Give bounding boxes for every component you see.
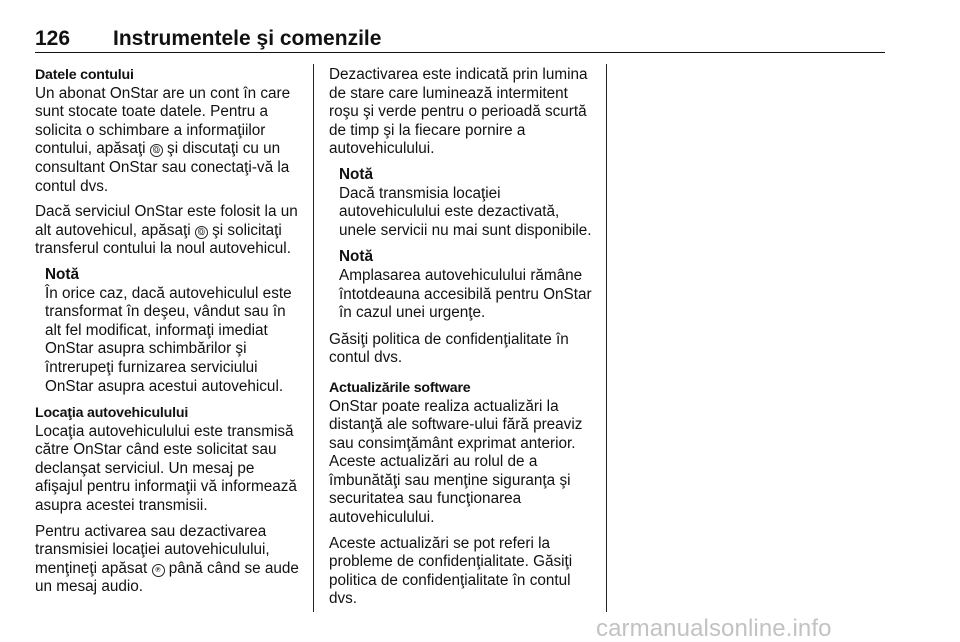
paragraph: Dezactivarea este indicată prin lumina de stare care luminează intermitent roşu şi verde pentru o perioadă scurtă de timp şi la fiecare pornire a autovehiculului. (329, 66, 588, 158)
note-text: Amplasarea autovehiculului rămâne întotdeauna accesibilă pentru OnStar în cazul unei urgenţe. (339, 266, 592, 322)
note-block (339, 166, 597, 240)
watermark: carmanualsonline.info (596, 615, 832, 642)
note-label: Notă (339, 165, 373, 183)
paragraph: Găsiţi politica de confidenţialitate în contul dvs. (329, 330, 569, 367)
note-label: Notă (339, 248, 373, 266)
paragraph: Un abonat OnStar are un cont în care sunt stocate toate datele. Pentru a solicita o schimbare a informaţiilor contului, apăsaţi Ⓞ şi discutaţi cu un consultant OnStar sau conectaţi-vă la contul dvs. (35, 84, 291, 195)
section-heading-software: Actualizările software (329, 379, 471, 396)
onstar-button-icon: Ⓞ (195, 226, 208, 239)
column-middle (329, 66, 597, 616)
page-header (35, 27, 885, 53)
privacy-button-icon: ℗ (152, 564, 165, 577)
column-divider (313, 64, 314, 612)
note-block (45, 266, 303, 396)
note-text: În orice caz, dacă autovehiculul este transformat în deşeu, vândut sau în alt fel modificat, informaţi imediat OnStar asupra schimbărilor şi întrerupeţi furnizarea serviciului OnStar asupra acestui autovehicul. (45, 284, 292, 395)
paragraph: Locaţia autovehiculului este transmisă către OnStar când este solicitat sau declanşat serviciul. Un mesaj pe afişajul pentru informaţii vă informează asupra acestei transmisii. (35, 422, 297, 515)
column-divider (606, 64, 607, 612)
note-text: Dacă transmisia locaţiei autovehiculului este dezactivată, unele servicii nu mai sunt disponibile. (339, 184, 592, 239)
page-title: Instrumentele şi comenzile (113, 27, 382, 50)
paragraph: OnStar poate realiza actualizări la distanţă ale software-ului fără preaviz sau consimţământ exprimat anterior. Aceste actualizări au rolul de a îmbunătăţi sau menţine siguranţa şi securitatea sau funcţionarea autovehiculului. (329, 397, 583, 527)
section-heading-account: Datele contului (35, 67, 134, 83)
onstar-button-icon: Ⓞ (150, 144, 163, 157)
note-block (339, 248, 597, 322)
column-left (35, 66, 303, 604)
note-label: Notă (45, 265, 79, 283)
paragraph: Dacă serviciul OnStar este folosit la un alt autovehicul, apăsaţi Ⓞ şi solicitaţi transferul contului la noul autovehicul. (35, 203, 298, 258)
paragraph: Aceste actualizări se pot referi la probleme de confidenţialitate. Găsiţi politica de confidenţialitate în contul dvs. (329, 534, 573, 608)
paragraph: Pentru activarea sau dezactivarea transmisiei locaţiei autovehiculului, menţineţi apăsat ℗ până când se aude un mesaj audio. (35, 522, 299, 596)
page-number: 126 (35, 27, 71, 50)
section-heading-location: Locaţia autovehiculului (35, 405, 189, 422)
